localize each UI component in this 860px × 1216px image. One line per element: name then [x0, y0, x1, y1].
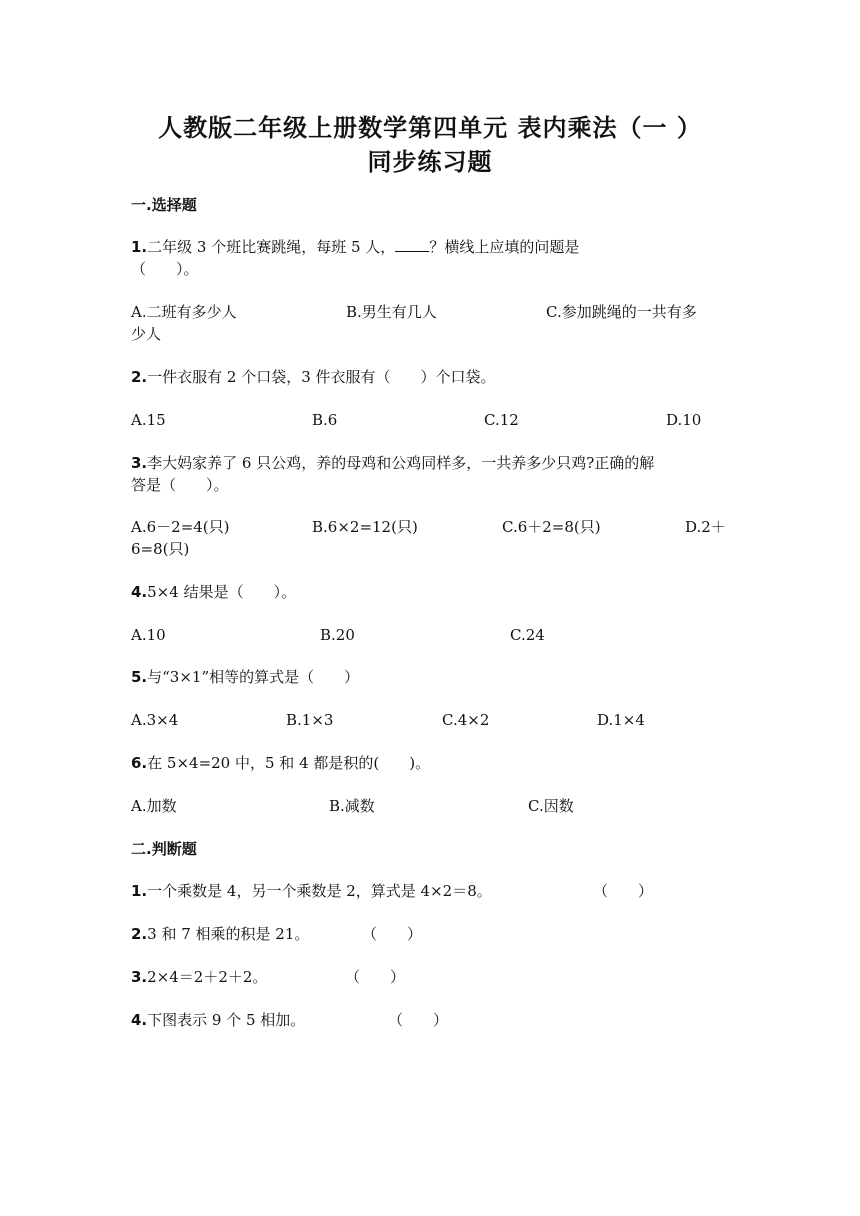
question-4 [131, 581, 731, 603]
answer-bracket[interactable]: （ ） [593, 882, 654, 900]
question-text: 一个乘数是 4，另一个乘数是 2，算式是 4×2＝8。 [147, 882, 492, 900]
option-a[interactable]: A.10 [131, 626, 166, 644]
option-b[interactable]: B.20 [320, 626, 355, 644]
option-c[interactable]: C.24 [510, 626, 545, 644]
question-number: 2. [131, 925, 148, 943]
question-text: 下图表示 9 个 5 相加。 [147, 1011, 306, 1029]
title-line-2: 同步练习题 [367, 148, 493, 176]
question-number: 3. [131, 968, 148, 986]
question-text: 5×4 结果是（ ）。 [147, 583, 297, 601]
question-text: 与“3×1”相等的算式是（ ） [147, 668, 360, 686]
answer-bracket[interactable]: （ ） [345, 968, 406, 986]
option-b[interactable]: B.减数 [329, 797, 375, 815]
question-text: 李大妈家养了 6 只公鸡，养的母鸡和公鸡同样多，一共养多少只鸡?正确的解 [147, 454, 655, 472]
question-number: 6. [131, 754, 148, 772]
option-a[interactable]: A.3×4 [131, 711, 179, 729]
judge-question-3 [131, 966, 731, 988]
question-number: 4. [131, 1011, 148, 1029]
option-d-wrap: 6=8(只) [131, 540, 190, 558]
question-2 [131, 366, 731, 388]
question-6 [131, 752, 731, 774]
question-1 [131, 236, 731, 280]
option-c[interactable]: C.参加跳绳的一共有多 [546, 303, 697, 321]
option-c[interactable]: C.因数 [528, 797, 574, 815]
option-d[interactable]: D.10 [666, 411, 702, 429]
option-a[interactable]: A.15 [131, 411, 166, 429]
question-text-cont: ？横线上应填的问题是 [429, 238, 580, 256]
question-number: 1. [131, 238, 148, 256]
question-number: 5. [131, 668, 148, 686]
option-c[interactable]: C.6＋2=8(只) [502, 518, 601, 536]
question-text-line2: 答是（ ）。 [131, 476, 229, 494]
title-line-1: 人教版二年级上册数学第四单元 表内乘法（一 ） [158, 114, 702, 142]
option-d[interactable]: D.1×4 [597, 711, 645, 729]
option-a[interactable]: A.6－2=4(只) [131, 518, 230, 536]
question-text: 3 和 7 相乘的积是 21。 [147, 925, 310, 943]
question-number: 1. [131, 882, 148, 900]
option-a[interactable]: A.加数 [131, 797, 177, 815]
answer-bracket[interactable]: （ ） [362, 925, 423, 943]
section-heading-judge: 二.判断题 [131, 840, 197, 858]
question-text: 一件衣服有 2 个口袋，3 件衣服有（ ）个口袋。 [147, 368, 496, 386]
option-b[interactable]: B.6 [312, 411, 338, 429]
answer-blank[interactable] [395, 237, 429, 252]
question-number: 2. [131, 368, 148, 386]
section-heading-choice: 一.选择题 [131, 196, 197, 214]
option-b[interactable]: B.6×2=12(只) [312, 518, 418, 536]
option-c[interactable]: C.12 [484, 411, 519, 429]
question-text-line2: （ ）。 [131, 260, 199, 278]
option-d[interactable]: D.2＋ [685, 518, 726, 536]
option-a[interactable]: A.二班有多少人 [131, 303, 237, 321]
option-c[interactable]: C.4×2 [442, 711, 490, 729]
question-text: 在 5×4=20 中，5 和 4 都是积的( )。 [147, 754, 431, 772]
option-c-wrap: 少人 [131, 325, 162, 343]
question-3 [131, 452, 731, 496]
option-b[interactable]: B.男生有几人 [346, 303, 437, 321]
question-text: 2×4＝2＋2＋2。 [147, 968, 268, 986]
option-b[interactable]: B.1×3 [286, 711, 334, 729]
judge-question-2 [131, 923, 731, 945]
question-text: 二年级 3 个班比赛跳绳，每班 5 人， [147, 238, 396, 256]
answer-bracket[interactable]: （ ） [388, 1011, 449, 1029]
question-number: 4. [131, 583, 148, 601]
question-5 [131, 666, 731, 688]
question-number: 3. [131, 454, 148, 472]
